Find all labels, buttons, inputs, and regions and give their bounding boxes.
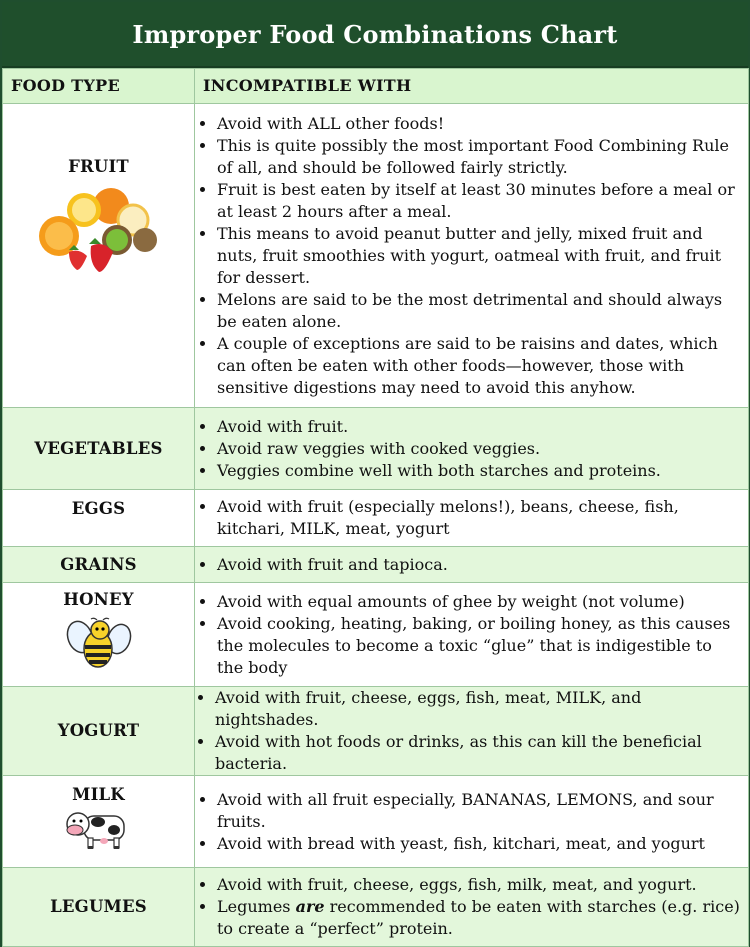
list-item: • Avoid with fruit and tapioca. [217, 554, 742, 576]
list-item: • A couple of exceptions are said to be raisins and dates, which can often be eaten with other foods—however, those with sensitive digestions may need to avoid this anyhow. [217, 333, 742, 399]
list-item: • Avoid cooking, heating, baking, or boiling honey, as this causes the molecules to become a toxic “glue” that is indigestible to the body [217, 613, 742, 679]
list-item: • This means to avoid peanut butter and jelly, mixed fruit and nuts, fruit smoothies with yogurt, oatmeal with fruit, and fruit for dessert. [217, 223, 742, 289]
food-cell-honey [3, 583, 195, 687]
title-bar [2, 2, 748, 68]
row-grains [3, 547, 749, 583]
list-item: • Fruit is best eaten by itself at least 30 minutes before a meal or at least 2 hours after a meal. [217, 179, 742, 223]
food-cell-grains [3, 547, 195, 583]
list-item: • Avoid with fruit, cheese, eggs, fish, meat, MILK, and nightshades. [215, 687, 742, 731]
food-name-milk: MILK [72, 785, 125, 804]
header-food-type: FOOD TYPE [3, 69, 195, 104]
food-cell-eggs [3, 490, 195, 547]
incompatible-list-vegetables [195, 416, 748, 482]
row-legumes [3, 868, 749, 947]
list-item: • Veggies combine well with both starches and proteins. [217, 460, 742, 482]
incompatible-list-grains [195, 554, 748, 576]
chart-title: Improper Food Combinations Chart [132, 19, 618, 49]
emphasis-are: are [295, 897, 325, 916]
list-item: • Avoid with fruit. [217, 416, 742, 438]
incompatible-list-yogurt [195, 687, 748, 775]
incompatible-list-legumes [195, 874, 748, 940]
incompatible-list-milk [195, 789, 748, 855]
legumes-text-rest: recommended to be eaten with starches (e.g. rice) to create a “perfect” protein. [217, 897, 740, 938]
row-vegetables [3, 408, 749, 490]
food-name-eggs: EGGS [71, 499, 126, 518]
incompatible-cell-honey [195, 583, 749, 687]
incompatible-cell-vegetables [195, 408, 749, 490]
incompatible-cell-grains [195, 547, 749, 583]
list-item: • Avoid with all fruit especially, BANANAS, LEMONS, and sour fruits. [217, 789, 742, 833]
incompatible-cell-yogurt [195, 687, 749, 776]
food-name-vegetables: VEGETABLES [34, 438, 163, 458]
list-item: • This is quite possibly the most important Food Combining Rule of all, and should be followed fairly strictly. [217, 135, 742, 179]
food-cell-yogurt [3, 687, 195, 776]
row-yogurt [3, 687, 749, 776]
row-milk [3, 776, 749, 868]
row-honey [3, 583, 749, 687]
food-name-yogurt: YOGURT [57, 721, 140, 740]
bee-icon [64, 617, 134, 671]
list-item: • Avoid raw veggies with cooked veggies. [217, 438, 742, 460]
list-item: • Avoid with fruit (especially melons!), beans, cheese, fish, kitchari, MILK, meat, yogurt [217, 496, 742, 540]
list-item: • Avoid with equal amounts of ghee by weight (not volume) [217, 591, 742, 613]
list-item: • Avoid with ALL other foods! [217, 113, 742, 135]
food-cell-vegetables [3, 408, 195, 490]
incompatible-list-honey [195, 591, 748, 679]
row-fruit [3, 104, 749, 408]
fruit-icon [29, 184, 169, 276]
list-item: • Avoid with hot foods or drinks, as this can kill the beneficial bacteria. [215, 731, 742, 775]
food-name-grains: GRAINS [60, 554, 137, 574]
list-item: • Avoid with fruit, cheese, eggs, fish, milk, meat, and yogurt. [217, 874, 742, 896]
header-incompatible-with: INCOMPATIBLE WITH [195, 69, 749, 104]
incompatible-cell-fruit [195, 104, 749, 408]
legumes-text-start: Legumes [217, 897, 296, 916]
header-row [3, 69, 749, 104]
list-item: • Melons are said to be the most detrimental and should always be eaten alone. [217, 289, 742, 333]
food-cell-legumes [3, 868, 195, 947]
list-item: • Avoid with bread with yeast, fish, kitchari, meat, and yogurt [217, 833, 742, 855]
food-name-fruit: FRUIT [68, 157, 129, 176]
incompatible-list-eggs [195, 496, 748, 540]
incompatible-list-fruit [195, 113, 748, 399]
cow-icon [64, 808, 134, 854]
row-eggs [3, 490, 749, 547]
food-name-honey: HONEY [63, 590, 134, 609]
combinations-table [2, 68, 749, 947]
food-cell-milk [3, 776, 195, 868]
food-cell-fruit [3, 104, 195, 408]
list-item [217, 896, 742, 940]
food-name-legumes: LEGUMES [50, 897, 147, 916]
incompatible-cell-milk [195, 776, 749, 868]
incompatible-cell-legumes [195, 868, 749, 947]
incompatible-cell-eggs [195, 490, 749, 547]
